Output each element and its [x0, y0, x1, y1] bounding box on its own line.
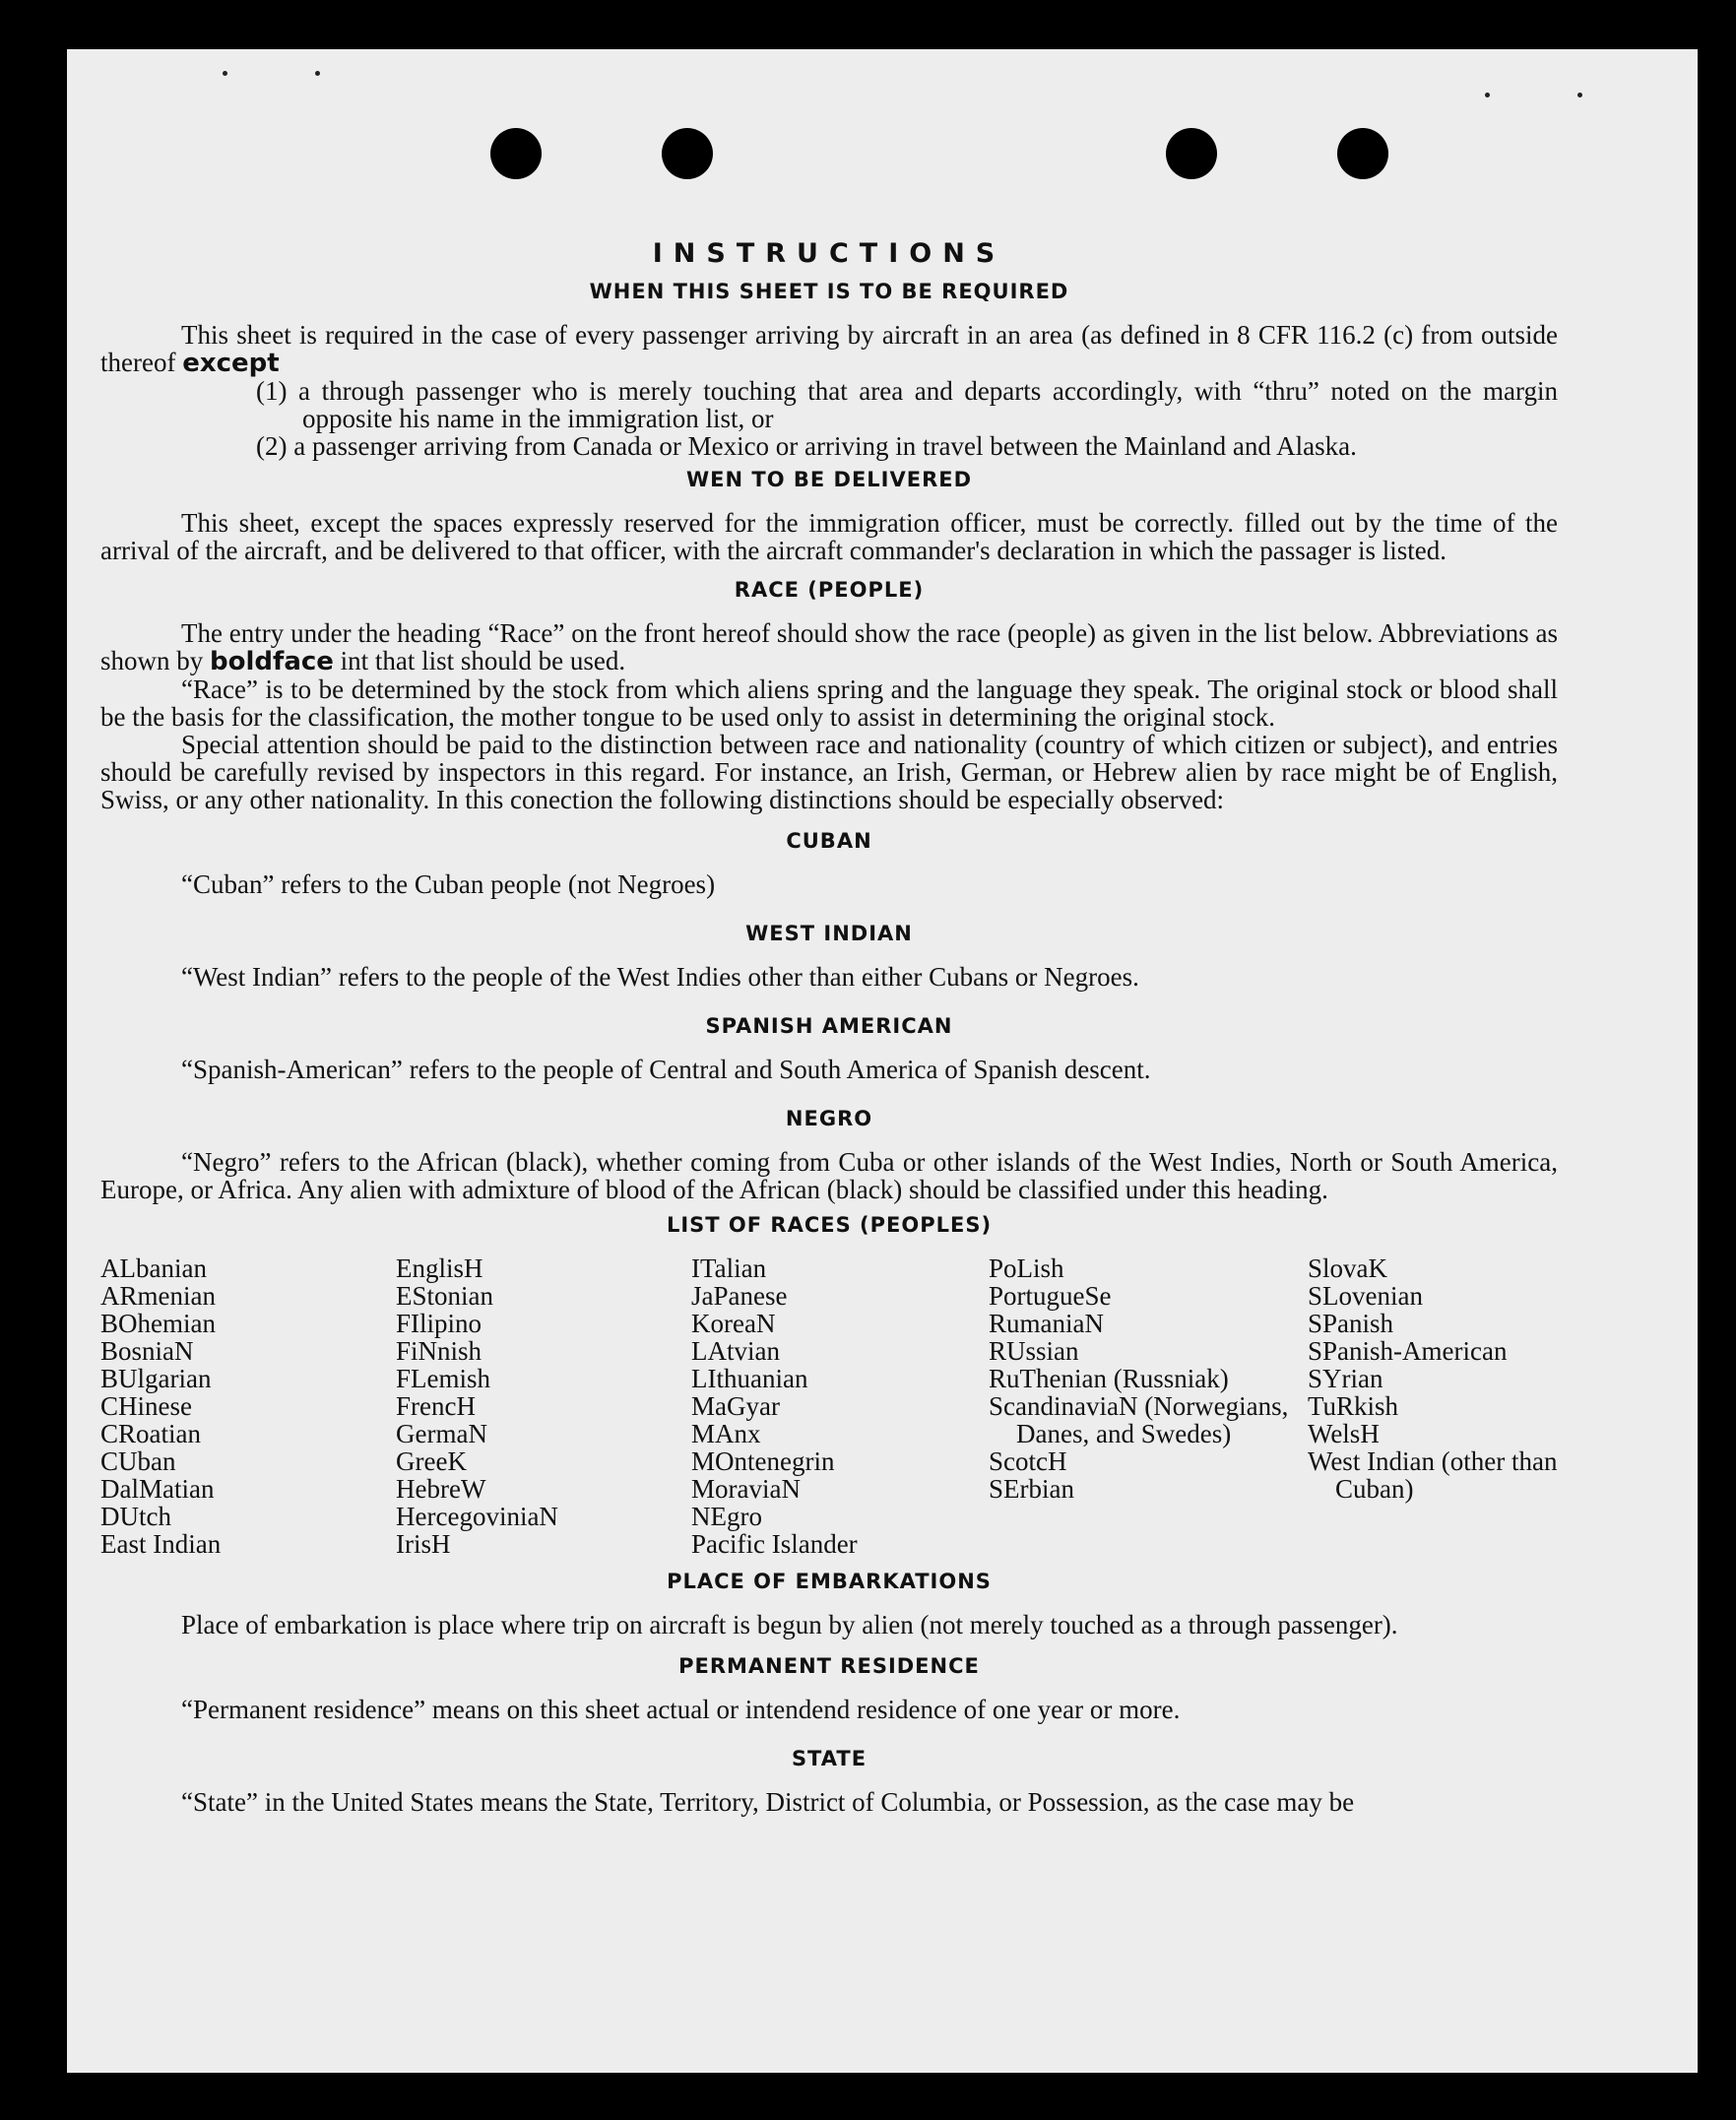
race-entry: EnglisH	[396, 1253, 483, 1283]
negro-text: “Negro” refers to the African (black), whether coming from Cuba or other islands of the West Indies, North or South America, Europe, or Africa. Any alien with admixture of blood of the African (black) should be classified under this heading.	[100, 1147, 1558, 1204]
except-bold: except	[182, 349, 280, 378]
section-heading-embarkation: PLACE OF EMBARKATIONS	[667, 1570, 992, 1593]
race-entry: MOntenegrin	[691, 1446, 835, 1476]
punch-hole	[662, 128, 713, 179]
speck	[315, 71, 320, 76]
section-heading-negro: NEGRO	[785, 1107, 873, 1130]
spanish-american-text: “Spanish-American” refers to the people of Central and South America of Spanish descent.	[181, 1055, 1151, 1084]
race-entry: RUssian	[989, 1336, 1079, 1366]
race-entry: DUtch	[100, 1502, 171, 1531]
race-entry: BUlgarian	[100, 1364, 212, 1393]
state-text: “State” in the United States means the State, Territory, District of Columbia, or Possession, as the case may be	[181, 1787, 1355, 1817]
west-indian-text: “West Indian” refers to the people of the West Indies other than either Cubans or Negroes.	[181, 962, 1139, 992]
race-entry: SlovaK	[1308, 1253, 1387, 1283]
section-heading-permanent-residence: PERMANENT RESIDENCE	[678, 1654, 980, 1678]
race-entry: ScotcH	[989, 1446, 1067, 1476]
race-entry: HercegoviniaN	[396, 1502, 558, 1531]
race-entry: SLovenian	[1308, 1281, 1423, 1311]
punch-hole	[1337, 128, 1388, 179]
race-entry: LIthuanian	[691, 1364, 808, 1393]
race-entry: PortugueSe	[989, 1281, 1112, 1311]
race-entry: NEgro	[691, 1502, 762, 1531]
races-column	[100, 1254, 396, 1558]
race-paragraph-3: Special attention should be paid to the distinction between race and nationality (country of which citizen or subject), and entries should be carefully revised by inspectors in this regard. For instance, an Irish, German, or Hebrew alien by race might be of English, Swiss, or any other nationality. In this conection the following distinctions should be especially observed:	[100, 730, 1558, 814]
race-entry: BosniaN	[100, 1336, 194, 1366]
race-entry: MaGyar	[691, 1391, 780, 1421]
race-entry: SPanish	[1308, 1309, 1394, 1338]
race-entry: HebreW	[396, 1474, 486, 1504]
race-entry: RumaniaN	[989, 1309, 1104, 1338]
race-entry: MAnx	[691, 1419, 761, 1448]
race-entry: GreeK	[396, 1446, 467, 1476]
race-entry: ALbanian	[100, 1253, 207, 1283]
races-table	[100, 1254, 1558, 1558]
section-heading-delivered: WEN TO BE DELIVERED	[685, 468, 973, 491]
speck	[223, 71, 227, 76]
race-entry: FiNnish	[396, 1336, 482, 1366]
race-entry: SErbian	[989, 1474, 1074, 1504]
section-heading-spanish-american: SPANISH AMERICAN	[705, 1014, 953, 1038]
section-heading-list-of-races: LIST OF RACES (PEOPLES)	[666, 1213, 993, 1237]
cuban-text: “Cuban” refers to the Cuban people (not Negroes)	[181, 869, 716, 899]
section-heading-west-indian: WEST INDIAN	[745, 922, 913, 945]
required-paragraph	[100, 321, 1558, 377]
punch-hole	[1166, 128, 1217, 179]
race-entry: MoraviaN	[691, 1474, 801, 1504]
race-entry: SPanish-American	[1308, 1336, 1508, 1366]
section-heading-cuban: CUBAN	[786, 829, 872, 853]
race-entry: GermaN	[396, 1419, 487, 1448]
section-heading-required: WHEN THIS SHEET IS TO BE REQUIRED	[589, 280, 1069, 303]
race-entry: ScandinaviaN (Norwegians, Danes, and Swedes)	[989, 1391, 1289, 1448]
race-text-a: The entry under the heading “Race” on the front hereof should show the race (people) as given in the list below. Abbreviations as shown by	[100, 618, 1558, 675]
race-entry: IrisH	[396, 1529, 451, 1559]
speck	[1485, 93, 1490, 97]
race-entry: CRoatian	[100, 1419, 201, 1448]
race-entry: SYrian	[1308, 1364, 1383, 1393]
boldface-bold: boldface	[210, 647, 334, 676]
instructions-content	[100, 185, 1558, 1816]
race-entry: TuRkish	[1308, 1391, 1399, 1421]
punch-hole	[490, 128, 542, 179]
races-column	[691, 1254, 989, 1558]
race-entry: DalMatian	[100, 1474, 215, 1504]
race-entry: CUban	[100, 1446, 176, 1476]
race-paragraph-1	[100, 619, 1558, 675]
race-entry: Pacific Islander	[691, 1529, 858, 1559]
race-entry: CHinese	[100, 1391, 192, 1421]
race-entry: LAtvian	[691, 1336, 780, 1366]
list-item-2: (2) a passenger arriving from Canada or Mexico or arriving in travel between the Mainland and Alaska.	[256, 431, 1357, 461]
race-entry: KoreaN	[691, 1309, 776, 1338]
document-sheet	[67, 49, 1698, 2073]
race-entry: FrencH	[396, 1391, 476, 1421]
race-entry: ITalian	[691, 1253, 767, 1283]
race-entry: JaPanese	[691, 1281, 788, 1311]
permanent-residence-text: “Permanent residence” means on this sheet actual or intendend residence of one year or more.	[181, 1695, 1181, 1724]
race-entry: BOhemian	[100, 1309, 216, 1338]
races-column	[989, 1254, 1308, 1558]
list-item-1: (1) a through passenger who is merely touching that area and departs accordingly, with “thru” noted on the margin opposite his name in the immigration list, or	[256, 376, 1558, 433]
race-entry: East Indian	[100, 1529, 222, 1559]
race-text-b: int that list should be used.	[340, 646, 626, 675]
race-entry: WelsH	[1308, 1419, 1380, 1448]
race-paragraph-2: “Race” is to be determined by the stock from which aliens spring and the language they speak. The original stock or blood shall be the basis for the classification, the mother tongue to be used only to assist in determining the original stock.	[100, 675, 1558, 732]
delivered-paragraph: This sheet, except the spaces expressly reserved for the immigration officer, must be correctly. filled out by the time of the arrival of the aircraft, and be delivered to that officer, with the aircraft commander's declaration in which the passager is listed.	[100, 508, 1558, 565]
race-entry: FIlipino	[396, 1309, 482, 1338]
embarkation-text: Place of embarkation is place where trip on aircraft is begun by alien (not merely touched as a through passenger).	[181, 1610, 1398, 1639]
required-text: This sheet is required in the case of every passenger arriving by aircraft in an area (as defined in 8 CFR 116.2 (c) from outside thereof	[100, 320, 1558, 377]
section-heading-race: RACE (PEOPLE)	[734, 578, 925, 602]
races-column	[396, 1254, 691, 1558]
races-column	[1308, 1254, 1558, 1558]
race-entry: ARmenian	[100, 1281, 216, 1311]
race-entry: PoLish	[989, 1253, 1064, 1283]
race-entry: West Indian (other than Cuban)	[1308, 1446, 1558, 1504]
speck	[1577, 93, 1582, 97]
section-heading-state: STATE	[791, 1747, 868, 1770]
race-entry: EStonian	[396, 1281, 493, 1311]
race-entry: RuThenian (Russniak)	[989, 1364, 1229, 1393]
page-title: INSTRUCTIONS	[652, 238, 1006, 269]
race-entry: FLemish	[396, 1364, 491, 1393]
